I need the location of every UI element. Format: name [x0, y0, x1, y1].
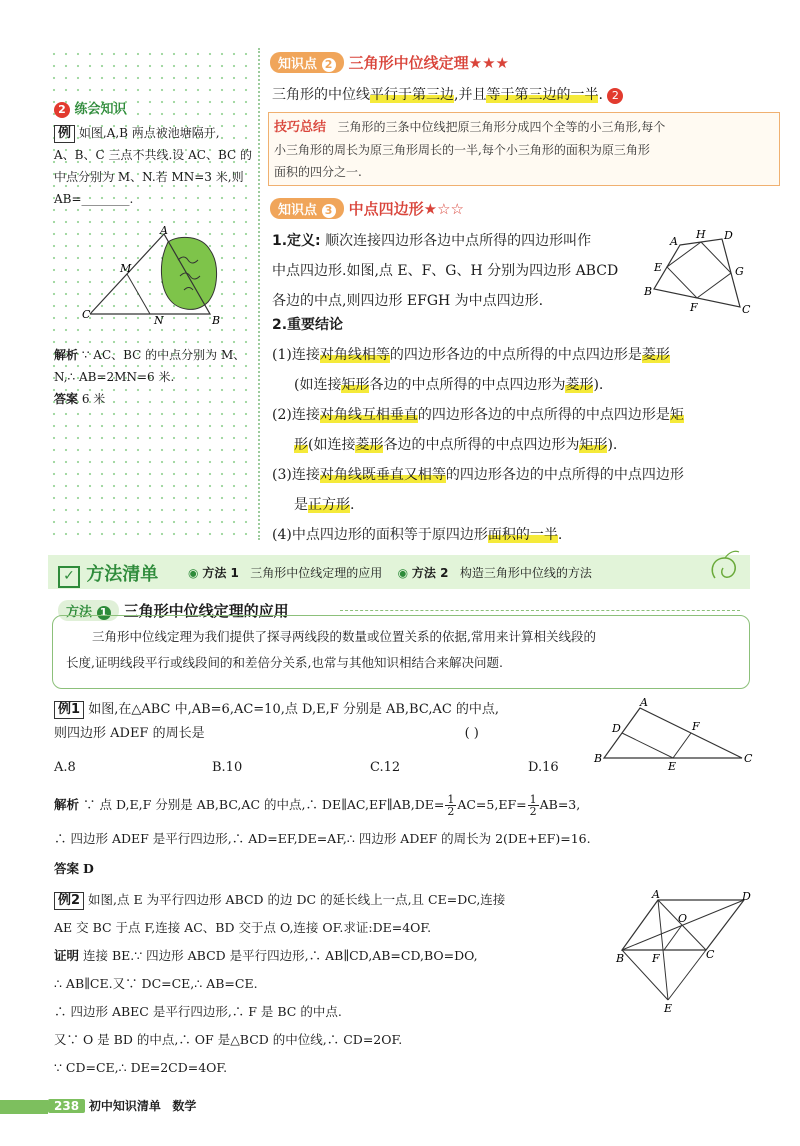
method1-text: 三角形中位线定理的应用	[250, 566, 383, 580]
method-banner	[58, 560, 158, 588]
segment-be	[622, 950, 668, 1000]
proof-line: ∴ AB∥CE.又∵ DC=CE,∴ AB=CE.	[54, 976, 258, 991]
label-e: E	[664, 1002, 673, 1015]
section-number-badge: 2	[54, 102, 70, 118]
label-b: B	[212, 314, 221, 327]
kp2-highlight: 平行于第三边	[370, 87, 454, 103]
panel-line: 三角形中位线定理为我们提供了探寻两线段的数量或位置关系的依据,常用来计算相关线段的	[92, 629, 596, 644]
option-d: D.16	[528, 760, 559, 775]
c-text: ).	[607, 437, 618, 453]
sidebar-analysis	[54, 344, 254, 410]
kp2-highlight: 等于第三边的一半	[486, 87, 599, 103]
c-highlight: 菱形	[565, 377, 594, 393]
proof-line: ∵ CD=CE,∴ DE=2CD=4OF.	[54, 1060, 228, 1075]
answer-value: D	[83, 861, 94, 876]
question-line: 中点分别为 M、N.若 MN=3 米,则	[54, 170, 244, 184]
label-d: D	[742, 890, 751, 903]
fraction-half	[528, 794, 539, 817]
kp3-definition	[272, 226, 642, 316]
analysis-line: ∵ AC、BC 的中点分别为 M、	[81, 348, 246, 362]
def-line: 顺次连接四边形各边中点所得的四边形叫作	[325, 233, 592, 249]
kp2-statement	[272, 80, 623, 110]
analysis-text: ∴ 四边形 ADEF 是平行四边形,∴ AD=EF,DE=AF,∴ 四边形 ADEF 的周长为 2(DE+EF)=16.	[54, 831, 591, 846]
answer-value: 6 米	[81, 392, 106, 406]
label-c: C	[742, 303, 751, 316]
c-highlight: 矩	[669, 407, 684, 423]
method-num: 1	[97, 606, 111, 620]
kp2-stars: ★★★	[468, 54, 509, 72]
label-c: C	[82, 308, 91, 321]
kp2-text: ,并且	[454, 87, 487, 103]
def-line: 中点四边形.如图,点 E、F、G、H 分别为四边形 ABCD	[272, 263, 619, 279]
conclusion-1-note	[272, 370, 762, 400]
panel-line: 长度,证明线段平行或线段间的和差倍分关系,也常与其他知识相结合来解决问题.	[66, 655, 503, 670]
label-a: A	[652, 890, 660, 901]
label-e: E	[654, 261, 663, 274]
tip-line: 小三角形的周长为原三角形周长的一半,每个小三角形的面积为原三角形	[274, 143, 650, 157]
option-a: A.8	[54, 760, 76, 775]
kp-tag-text: 知识点	[278, 203, 318, 218]
kp-num: 2	[322, 58, 336, 72]
analysis-text: AC=5,EF=	[457, 797, 527, 812]
answer-label: 答案	[54, 392, 79, 406]
kp2-header	[270, 52, 509, 73]
sidebar-question	[54, 122, 254, 210]
method2-tag: 方法 2	[411, 566, 449, 580]
label-a: A	[160, 224, 168, 237]
label-d: D	[612, 722, 621, 735]
label-e: E	[668, 760, 677, 773]
conclusion-4	[272, 520, 762, 550]
c-text: (3)连接	[272, 467, 320, 483]
c-text: ).	[593, 377, 604, 393]
method1-title: 三角形中位线定理的应用	[123, 602, 289, 620]
answer-label: 答案	[54, 861, 80, 876]
fraction-half	[445, 794, 456, 817]
pond-shape	[161, 237, 216, 309]
footer	[48, 1097, 196, 1114]
question-line: 如图,在△ABC 中,AB=6,AC=10,点 D,E,F 分别是 AB,BC,AC 的中点,	[88, 702, 500, 717]
kp2-tag	[270, 52, 344, 73]
example-tag: 例	[54, 125, 75, 143]
label-a: A	[640, 696, 648, 709]
example2-figure	[610, 890, 760, 1016]
label-f: F	[690, 301, 698, 314]
frac-den: 2	[447, 805, 455, 818]
tip-line: 面积的四分之一.	[274, 165, 362, 179]
c-text: .	[350, 497, 355, 513]
method-divider	[340, 610, 740, 611]
kp3-conclusions	[272, 310, 762, 550]
kp3-title: 中点四边形	[348, 200, 424, 218]
question-line: 则四边形 ADEF 的周长是	[54, 726, 205, 741]
label-c: C	[744, 752, 753, 765]
subject: 数学	[172, 1099, 197, 1113]
kp2-title: 三角形中位线定理	[348, 54, 469, 72]
snail-icon	[705, 548, 745, 584]
c-text: (如连接	[308, 437, 356, 453]
c-text: (1)连接	[272, 347, 320, 363]
label-c: C	[706, 948, 715, 961]
example1-analysis	[54, 790, 774, 884]
example2	[54, 886, 614, 1082]
segment-mn	[127, 274, 150, 314]
c-highlight: 菱形	[355, 437, 384, 453]
label-b: B	[616, 952, 625, 965]
method-banner-title: 方法清单	[86, 564, 159, 585]
kp2-text: 三角形的中位线	[272, 87, 370, 103]
question-line: AB=________.	[54, 192, 134, 206]
question-line: 如图,点 E 为平行四边形 ABCD 的边 DC 的延长线上一点,且 CE=DC,连接	[88, 892, 506, 907]
conclusion-1	[272, 340, 762, 370]
proof-line: 又∵ O 是 BD 的中点,∴ OF 是△BCD 的中位线,∴ CD=2OF.	[54, 1032, 403, 1047]
option-c: C.12	[370, 760, 401, 775]
tip-content	[274, 116, 774, 183]
page-number: 238	[48, 1099, 85, 1113]
c-text: (如连接	[294, 377, 342, 393]
midlines	[622, 733, 691, 758]
checkbox-icon: ✓	[58, 566, 80, 588]
def-label: 1.定义:	[272, 233, 321, 249]
practice-title: 练会知识	[74, 102, 127, 117]
analysis-text: AB=3,	[539, 797, 581, 812]
dot-icon: ◉	[188, 566, 199, 580]
analysis-label: 解析	[54, 797, 80, 812]
frac-num: 1	[529, 793, 537, 806]
c-text: 各边的中点所得的中点四边形为	[383, 437, 580, 453]
concl-label: 2.重要结论	[272, 317, 344, 333]
c-highlight: 对角线互相垂直	[319, 407, 418, 423]
label-a: A	[670, 235, 678, 248]
example2-tag: 例2	[54, 892, 84, 910]
quad-abcd	[654, 239, 740, 307]
question-line: A、B、C 三点不共线.设 AC、BC 的	[54, 148, 252, 162]
question-line: AE 交 BC 于点 F,连接 AC、BD 交于点 O,连接 OF.求证:DE=4OF.	[54, 920, 432, 935]
c-text: .	[557, 527, 563, 543]
tip-label: 技巧总结	[274, 120, 327, 135]
c-text: 是	[294, 497, 308, 513]
frac-num: 1	[447, 793, 455, 806]
kp-num: 3	[322, 204, 336, 218]
analysis-label: 解析	[54, 348, 79, 362]
example1-tag: 例1	[54, 701, 84, 719]
c-highlight: 对角线既垂直又相等	[319, 467, 446, 483]
conclusion-2-note	[272, 430, 762, 460]
c-highlight: 形	[294, 437, 308, 453]
c-highlight: 面积的一半	[487, 527, 558, 543]
footer-band	[0, 1100, 48, 1114]
label-b: B	[594, 752, 603, 765]
c-highlight: 菱形	[641, 347, 670, 363]
kp-tag-text: 知识点	[278, 57, 318, 72]
segment-ce	[668, 950, 706, 1000]
c-text: 的四边形各边的中点所得的中点四边形	[445, 467, 684, 483]
tip-line: 三角形的三条中位线把原三角形分成四个全等的小三角形,每个	[337, 120, 666, 134]
def-line: 各边的中点,则四边形 EFGH 为中点四边形.	[272, 293, 544, 309]
label-h: H	[696, 228, 706, 241]
conclusion-2	[272, 400, 762, 430]
pond-figure	[70, 220, 250, 330]
kp3-stars: ★☆☆	[423, 200, 464, 218]
option-b: B.10	[212, 760, 243, 775]
triangle-abc	[604, 708, 742, 758]
analysis-text: ∵ 点 D,E,F 分别是 AB,BC,AC 的中点,∴ DE∥AC,EF∥AB,DE=	[83, 797, 445, 812]
conclusion-3	[272, 460, 762, 490]
book-title: 初中知识清单	[88, 1099, 161, 1113]
example1	[54, 698, 614, 746]
label-m: M	[120, 262, 132, 275]
label-f: F	[652, 952, 660, 965]
proof-line: 连接 BE.∵ 四边形 ABCD 是平行四边形,∴ AB∥CD,AB=CD,BO=DO,	[83, 948, 478, 963]
conclusion-3-note	[272, 490, 762, 520]
question-line: 如图,A,B 两点被池塘隔开,	[78, 126, 220, 140]
method-panel-text	[66, 624, 742, 676]
method1-tag: 方法 1	[202, 566, 239, 580]
quadrilateral-figure	[640, 225, 760, 317]
column-divider	[258, 48, 260, 540]
answer-paren: ( )	[464, 726, 479, 741]
kp3-tag	[270, 198, 344, 219]
kp2-badge: 2	[607, 88, 623, 104]
example1-figure	[590, 696, 760, 776]
kp3-header	[270, 198, 464, 219]
label-f: F	[692, 720, 700, 733]
c-highlight: 正方形	[308, 497, 350, 513]
frac-den: 2	[529, 805, 537, 818]
dot-icon: ◉	[397, 566, 409, 580]
method2-text: 构造三角形中位线的方法	[459, 566, 592, 580]
c-highlight: 矩形	[341, 377, 370, 393]
method-tag-text: 方法	[66, 605, 93, 620]
label-d: D	[724, 229, 733, 242]
method-links	[188, 564, 592, 581]
practice-heading	[54, 98, 127, 118]
label-b: B	[644, 285, 653, 298]
label-o: O	[678, 912, 688, 925]
c-text: 的四边形各边的中点所得的中点四边形是	[389, 347, 642, 363]
proof-line: ∴ 四边形 ABEC 是平行四边形,∴ F 是 BC 的中点.	[54, 1004, 342, 1019]
kp2-text: .	[598, 87, 603, 103]
c-highlight: 对角线相等	[319, 347, 390, 363]
proof-label: 证明	[54, 948, 80, 963]
c-text: (4)中点四边形的面积等于原四边形	[272, 527, 488, 543]
c-highlight: 矩形	[579, 437, 608, 453]
label-n: N	[154, 314, 164, 327]
c-text: 的四边形各边的中点所得的中点四边形是	[417, 407, 670, 423]
label-g: G	[735, 265, 744, 278]
c-text: 各边的中点所得的中点四边形为	[369, 377, 566, 393]
analysis-line: N,∴ AB=2MN=6 米.	[54, 370, 175, 384]
c-text: (2)连接	[272, 407, 320, 423]
